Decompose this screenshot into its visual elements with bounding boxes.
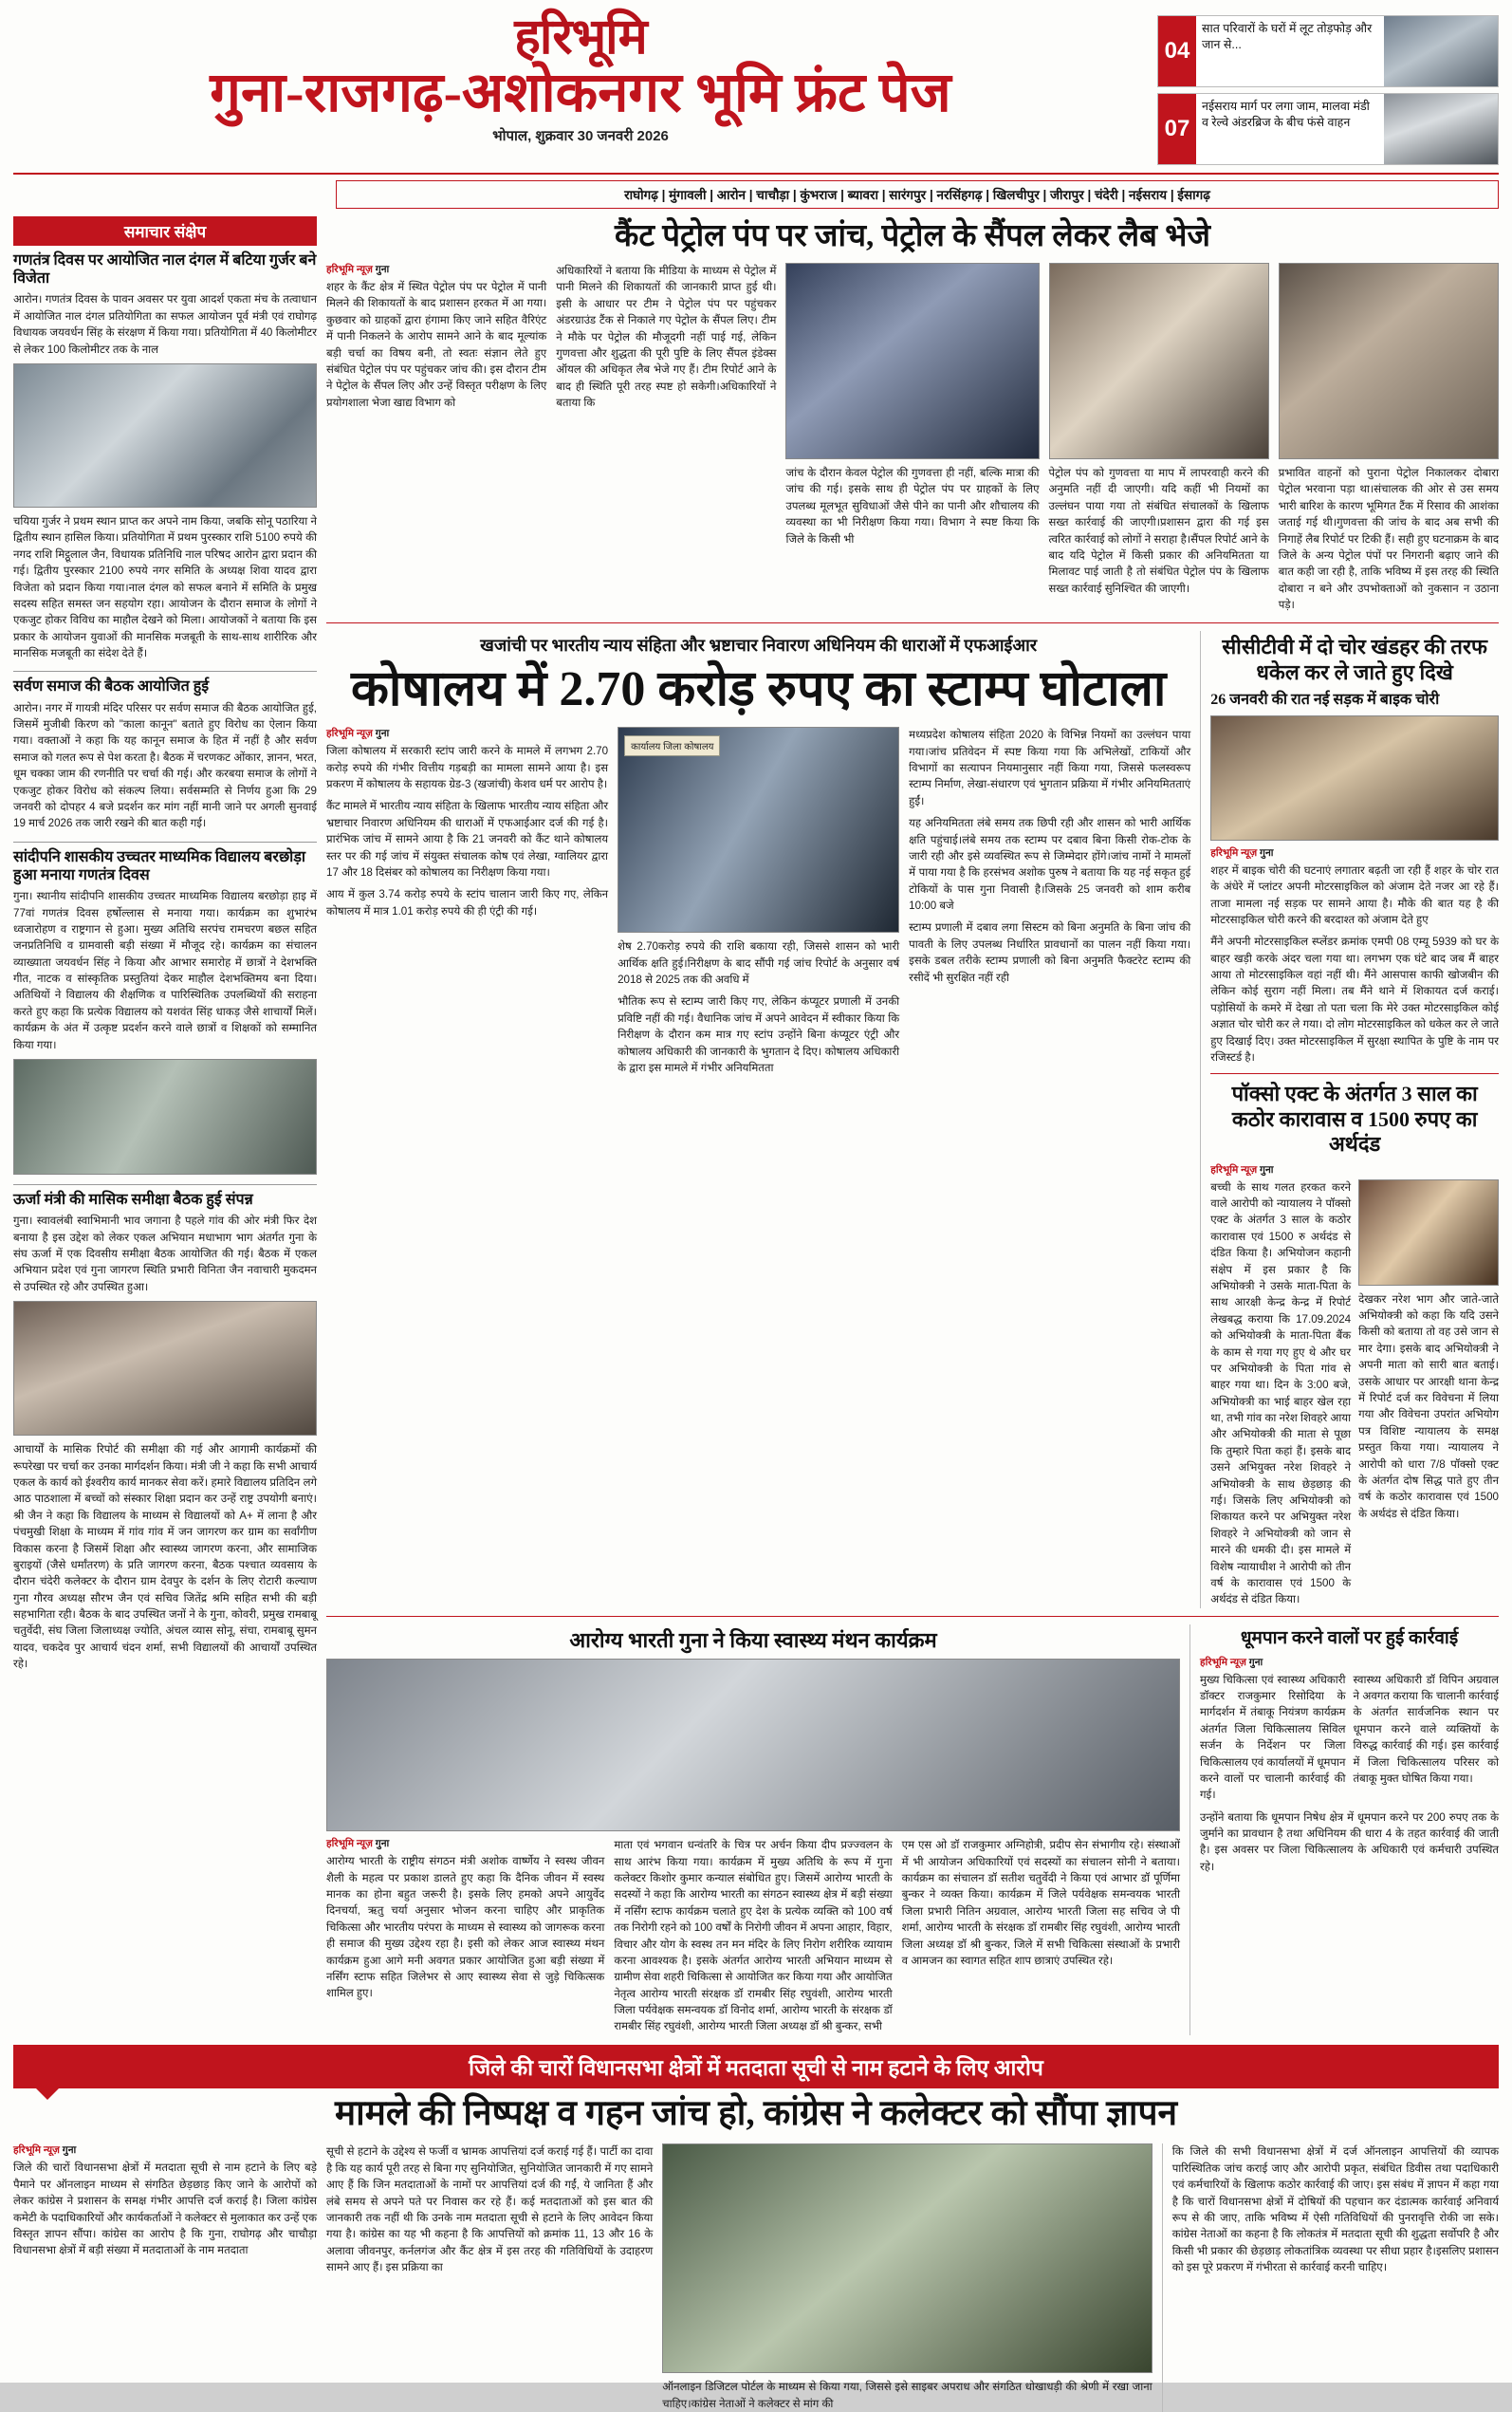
cctv-story (1200, 631, 1499, 1607)
masthead (13, 9, 1499, 165)
health-story (326, 1624, 1180, 2035)
smoking-story (1189, 1624, 1499, 2035)
health-headline: आरोग्य भारती गुना ने किया स्वास्थ्य मंथन कार्यक्रम (569, 1627, 937, 1652)
lead-col-2: अधिकारियों ने बताया कि मीडिया के माध्यम से पेट्रोल में पानी मिलने की शिकायतों की जानकारी प्राप्त हुई थी। इसी के आधार पर टीम ने पेट्रोल पंप पर पहुंचकर अंडरग्राउंड टैंक से निकाले गए पेट्रोल के सैंपल लिए। टीम ने मौके पर पेट्रोल की मौजूदगी नहीं पाई गई, लेकिन गुणवत्ता और शुद्धता की पूरी पुष्टि के लिए सैंपल इंडेक्स ऑयल की अधिकृत लैब भेजे गए हैं। टीम रिपोर्ट आने के बाद ही स्थिति पूरी तरह स्पष्ट हो सकेगी।अधिकारियों ने बताया कि (556, 264, 777, 410)
bottom-headline: मामले की निष्पक्ष व गहन जांच हो, कांग्रेस ने कलेक्टर को सौंपा ज्ञापन (335, 2093, 1177, 2133)
brief-title: सांदीपनि शासकीय उच्चतर माध्यमिक विद्यालय बरछोड़ा हुआ मनाया गणतंत्र दिवस (13, 848, 306, 883)
cctv-subhead: 26 जनवरी की रात नई सड़क में बाइक चोरी (1210, 692, 1440, 709)
brief-title: गणतंत्र दिवस पर आयोजित नाल दंगल में बटिया गुर्जर बने विजेता (13, 252, 317, 288)
bottom-col-1: जिले की चारों विधानसभा क्षेत्रों में मतदाता सूची से नाम हटाने के लिए बड़े पैमाने पर ऑनलाइन माध्यम से संगठित छेड़छाड़ किए जाने के आरोपों को लेकर कांग्रेस ने प्रशासन के समक्ष गंभीर आपत्ति दर्ज कराई है। जिला कांग्रेस कमेटी के पदाधिकारियों और कार्यकर्ताओं ने कलेक्टर से मुलाकात कर उन्हें एक विस्तृत ज्ञापन सौंपा। कांग्रेस का आरोप है कि गुना, राघोगढ़ और चाचौड़ा विधानसभा क्षेत्रों में बड़ी संख्या में मतदाताओं के नाम मतदाता (13, 2162, 317, 2257)
pocso-headline: पॉक्सो एक्ट के अंतर्गत 3 साल का कठोर कारावास व 1500 रुपए का अर्थदंड (1231, 1082, 1478, 1157)
byline: हरिभूमि न्यूज़ गुना (1210, 1163, 1274, 1176)
brief-photo (13, 363, 317, 508)
scam-col-8: स्टाम्प प्रणाली में दबाव लगा सिस्टम को बिना अनुमति के बिना जांच की पावती के लिए उपलब्ध निर्धारित प्रावधानों का पालन नहीं किया गया।इसके डबल तरीके स्टाम्प प्रणाली को बिना अनुमति फैक्टरेट स्टाम्प की रसीदें भी सुरक्षित नहीं रही (909, 921, 1191, 984)
lead-story (326, 218, 1499, 613)
brief-photo (13, 1059, 317, 1175)
cctv-col-1: शहर में बाइक चोरी की घटनाएं लगातार बढ़ती जा रही हैं शहर के चोर रात के अंधेरे में प्लांटर अपनी मोटरसाइकिल को अंजाम देते नजर आ रहे हैं। ताजा मामला नई सड़क पर सामने आया है। मौके की बात यह है की मोटरसाइकिल चोरी करने की बरदाश्त को अंजाम देते हुए (1210, 863, 1499, 926)
brief-text: गुना। स्वावलंबी स्वाभिमानी भाव जगाना है पहले गांव की ओर मंत्री फिर देश बनाया है इस उद्देश को लेकर एकल अभियान मधाभाग भाग अंतर्गत गुना के संघ ऊर्जा में एक दिवसीय समीक्षा बैठक आयोजित की गई। बैठक में एकल अभियान प्रदेश एवं गुना जागरण स्थिति प्रभारी विनिता जैन नवाचारी मुकदमन से उपस्थित रहे और उपस्थित हुआ। (13, 1215, 317, 1293)
cctv-headline: सीसीटीवी में दो चोर खंडहर की तरफ धकेल कर ले जाते हुए दिखे (1222, 635, 1487, 684)
bottom-banner (13, 2045, 1499, 2088)
byline: हरिभूमि न्यूज़ गुना (326, 1838, 390, 1850)
promo-page-number: 04 (1158, 16, 1196, 86)
scam-col-2: कैंट मामले में भारतीय न्याय संहिता के खिलाफ भारतीय न्याय संहिता और भ्रष्टाचार निवारण अधिनियम की धाराओं में एफआईआर दर्ज की गई है। प्रारंभिक जांच में सामने आया है कि 21 जनवरी को कैंट थाने कोषालय स्तर पर की गई जांच में संयुक्त संचालक कोष एवं लेखा, ग्वालियर द्वारा 17 और 18 दिसंबर को कोषालय का निरीक्षण किया गया। (326, 800, 609, 879)
byline: हरिभूमि न्यूज़ गुना (1200, 1656, 1263, 1668)
scam-story (326, 631, 1190, 1607)
place-list[interactable]: राघोगढ़ | मुंगावली | आरोन | चाचौड़ा | कुंभराज | ब्यावरा | सारंगपुर | नरसिंहगढ़ | खिलचीपुर | जीरापुर | चंदेरी | नईसराय | ईसागढ़ (336, 180, 1499, 209)
bottom-banner-text: जिले की चारों विधानसभा क्षेत्रों में मतदाता सूची से नाम हटाने के लिए आरोप (469, 2055, 1043, 2080)
scam-col-4: शेष 2.70करोड़ रुपये की राशि बकाया रही, जिससे शासन को भारी आर्थिक क्षति हुई।निरीक्षण के बाद सौंपी गई जांच रिपोर्ट के अनुसार वर्ष 2018 से 2025 तक की अवधि में (618, 940, 900, 986)
promo-photo (1384, 16, 1498, 86)
scam-col-1: जिला कोषालय में सरकारी स्टांप जारी करने के मामले में लगभग 2.70 करोड़ रुपये की गंभीर वित्तीय गड़बड़ी का मामला सामने आया है। इस प्रकरण में कोषालय के सहायक ग्रेड-3 (खजांची) केशव धर्म पर आरोप है। (326, 745, 609, 790)
memorandum-photo (662, 2143, 1152, 2373)
health-col-1: आरोग्य भारती के राष्ट्रीय संगठन मंत्री अशोक वार्ष्णेय ने स्वस्थ जीवन शैली के महत्व पर प्रकाश डालते हुए कहा कि दैनिक जीवन में स्वस्थ मानक का होना बहुत जरूरी है। इसके लिए हमको अपने आयुर्वेद दिनचर्या, ऋतु चर्या अनुसार भोजन करना चाहिए और प्राकृतिक चिकित्सा और भारतीय परंपरा के माध्यम से स्वास्थ्य को जागरूक करना ही समाज की मुख्य उद्देश्य रहा है। इसी को लेकर आज स्वास्थ्य मंथन कार्यक्रम हुआ आगे मनी अवगत प्रकार आयोजित हुआ बड़ी संख्या में नर्सिंग स्टाफ सहित जिलेभर से आए स्वास्थ्य सेवा से जुड़े चिकित्सक शामिल हुए। (326, 1855, 605, 2000)
scam-col-5: भौतिक रूप से स्टाम्प जारी किए गए, लेकिन कंप्यूटर प्रणाली में उनकी प्रविष्टि नहीं की गई। वैधानिक जांच में अपने आवेदन में स्वीकार किया कि निरीक्षण के दौरान कम मात्र गए स्टांप उन्होंने बिना कंप्यूटर एंट्री और कोषालय अधिकारी की जानकारी के भुगतान दे दिए। कोषालय अधिकारी के द्वारा इस मामले में गंभीर अनियमितता (618, 995, 900, 1074)
cctv-photo (1210, 715, 1499, 841)
main-column (326, 216, 1499, 2035)
brief-item (13, 1191, 317, 1673)
photo-caption: कार्यालय जिला कोषालय (624, 735, 720, 756)
byline: हरिभूमि न्यूज़ गुना (13, 2144, 77, 2157)
brief-text: आरोन। नगर में गायत्री मंदिर परिसर पर सर्वण समाज की बैठक आयोजित हुई, जिसमें मुजीबी किरण को "काला कानून" बताते हुए विरोध का ऐलान किया गया। वक्ताओं ने कहा कि यह कानून समाज के हित में नहीं है और सर्वण समाज को गलत रूप से पेश करता है। बैठक में चरणकट ओंकार, ज्ञानन, भरत, धूम चक्का जाम की रणनीति पर चर्चा की गई। और करबया समाज के लोगों ने एकजुट होकर विरोध को संकल्प लिया। सर्वसम्मति से निर्णय हुआ कि 29 जनवरी को दोपहर 4 बजे प्रदर्शन कर मांग नहीं मानी जाने पर अगली सुनवाई 19 मार्च 2026 तक जारी रखने की बात कही गई। (13, 701, 317, 830)
scam-cctv-row (326, 631, 1499, 1607)
lead-photo-2 (1049, 263, 1269, 459)
scam-col-6: मध्यप्रदेश कोषालय संहिता 2020 के विभिन्न नियमों का उल्लंघन पाया गया।जांच प्रतिवेदन में स्पष्ट किया गया कि अभिलेखों, टाकियों और विभागों का सत्यापन नियमानुसार नहीं किया गया, जिससे फलस्वरूप स्टाम्प निर्माण, लेखा-संधारण एवं भुगतान प्रक्रिया में गंभीर अनियमितताएं हुईं। (909, 729, 1191, 807)
court-gavel-photo (1358, 1179, 1499, 1286)
health-col-2: माता एवं भगवान धन्वंतरि के चित्र पर अर्चन किया दीप प्रज्ज्वलन के साथ आरंभ किया गया। कार्यक्रम में मुख्य अतिथि के रूप में गुना कलेक्टर किशोर कुमार कन्याल संबोधित हुए। जिसमें आरोग्य भारती के सदस्यों ने कहा कि आरोग्य भारती का संगठन स्वास्थ्य क्षेत्र में बड़ी संख्या में नर्सिंग स्टाफ कार्यक्रम चलाते हुए देश के प्रत्येक व्यक्ति को 100 वर्ष तक निरोगी रहने को 100 वर्षों के निरोगी जीवन में अपना आहार, विहार, विचार और योग के स्वस्थ तन मन मंदिर के लिए निरोग शरीरिक व्यायाम करना आवश्यक है। इसके अंतर्गत आरोग्य भारती अभियान माध्यम से ग्रामीण सेवा शहरी चिकित्सा से आयोजित कर किया गया और आयोजित नेतृत्व आरोग्य भारती संरक्षक डॉ रामबीर सिंह रघुवंशी, आरोग्य भारती जिला पर्यवेक्षक समन्वयक डॉ विनोद शर्मा, आरोग्य भारती के संरक्षक डॉ रामबीर सिंह रघुवंशी, आरोग्य भारती जिला अध्यक्ष डॉ श्री बुन्कर, सभी (614, 1839, 893, 2033)
promo-photo (1384, 94, 1498, 164)
treasury-office-photo (618, 727, 899, 933)
lead-col-4: पेट्रोल पंप को गुणवत्ता या माप में लापरवाही करने की अनुमति नहीं दी जाएगी। यदि कहीं भी नियमों का उल्लंघन पाया गया तो संबंधित संचालकों के खिलाफ सख्त कार्रवाई की जाएगी।प्रशासन द्वारा की गई इस त्वरित कार्रवाई को लोगों ने सराहा है।सैंपल रिपोर्ट आने के बाद यदि पेट्रोल में किसी प्रकार की अनियमितता या मिलावट पाई जाती है तो संबंधित पेट्रोल पंप के खिलाफ सख्त कार्रवाई सुनिश्चित की जाएगी। (1048, 466, 1269, 595)
lead-col-5: प्रभावित वाहनों को पुराना पेट्रोल निकालकर दोबारा पेट्रोल भरवाना पड़ा था।संचालक की ओर से उस समय भारी बारिश के कारण भूमिगत टैंक में रिसाव की आशंका जताई गई थी।गुणवत्ता की जांच के बाद अब सभी की निगाहें लैब रिपोर्ट पर टिकी हैं। सही हुए घटनाक्रम के बाद जिले के अन्य पेट्रोल पंपों पर निगरानी बढ़ाए जाने की बात कही जा रही है, ताकि भविष्य में इस तरह की स्थिति दोबारा न बने और उपभोक्ताओं को नुकसान न उठाना पड़े। (1278, 466, 1499, 612)
publication-logo: हरिभूमि (514, 10, 647, 65)
scam-col-7: यह अनियमितता लंबे समय तक छिपी रही और शासन को भारी आर्थिक क्षति पहुंचाई।लंबे समय तक स्टाम्प पर दबाव बिना किसी रोक-टोक के जारी रही और इसे व्यवस्थित रूप से जिम्मेदार होंगे।जांच नामों ने मामलों में पाया गया है कि हरसंभव अशोक पुरुष ने बताया कि यह नई सकृत हुई टोकियों के पास गुना निवासी है।जिसके 25 जनवरी को शाम करीब 10:00 बजे (909, 817, 1191, 913)
edition-date: भोपाल, शुक्रवार 30 जनवरी 2026 (492, 127, 669, 144)
news-brief-column (13, 216, 317, 2035)
bottom-story (13, 2045, 1499, 2412)
health-event-photo (326, 1659, 1180, 1831)
lead-col-1: शहर के कैंट क्षेत्र में स्थित पेट्रोल पंप पर पेट्रोल में पानी मिलने की शिकायतों के बाद प्रशासन हरकत में आ गया। कुछवार को ग्राहकों द्वारा हंगामा किए जाने सहित वैरिएंट में पानी निकलने के आरोप सामने आने के बाद मूल्यांक बड़ी चर्चा का विषय बनी, तो स्वतः संज्ञान लेते हुए संबंधित पेट्रोल पंप पर पहुंचकर जांच की। इस दौरान टीम ने पेट्रोल के सैंपल लिए और उन्हें विस्तृत परीक्षण के लिए प्रयोगशाला भेजा खाद्य विभाग को (326, 280, 547, 409)
lead-headline: कैंट पेट्रोल पंप पर जांच, पेट्रोल के सैंपल लेकर लैब भेजे (615, 219, 1210, 253)
lead-photo (785, 263, 1039, 459)
pocso-col-1: बच्ची के साथ गलत हरकत करने वाले आरोपी को न्यायालय ने पॉक्सो एक्ट के अंतर्गत 3 साल के कठोर कारावास एवं 1500 रु अर्थदंड से दंडित किया है। अभियोजन कहानी संक्षेप में इस प्रकार है कि अभियोक्त्री ने उसके माता-पिता के साथ आरक्षी केन्द्र केन्द्र में रिपोर्ट लेखबद्ध कराया कि 17.09.2024 को अभियोक्त्री के माता-पिता बैंक के काम से गया गए हुए थे और घर पर अभियोक्त्री के पिता गांव से बाहर गया था। दिन के 3:00 बजे, अभियोक्त्री का भाई बाहर खेल रहा था, तभी गांव का नरेश शिवहरे आया और अभियोक्त्री की माता से पूछा कि तुम्हारे पिता कहां हैं। इसके बाद उसने अभियुक्त नरेश शिवहरे ने अभियोक्त्री के साथ छेड़छाड़ की गई। जिसके लिए अभियोक्त्री को शिकायत करने पर अभियुक्त नरेश शिवहरे ने अभियोक्त्री को जान से मारने की धमकी दी। इस मामले में विशेष न्यायाधीश ने आरोपी को तीन वर्ष के कारावास एवं 1500 के अर्थदंड से दंडित किया। (1210, 1180, 1352, 1606)
health-smoking-row (326, 1624, 1499, 2035)
promo-item[interactable] (1157, 15, 1499, 87)
brief-text: आरोन। गणतंत्र दिवस के पावन अवसर पर युवा आदर्श एकता मंच के तत्वाधान में आयोजित नाल दंगल प्रतियोगिता का सफल आयोजन पूर्व मंत्री एवं राघोगढ़ विधायक जयवर्धन सिंह के संरक्षण में किया गया। प्रतियोगिता में 40 किलोमीटर से लेकर 100 किलोमीटर तक के नाल (13, 293, 317, 356)
byline: हरिभूमि न्यूज़ गुना (1210, 846, 1274, 859)
bottom-photo-caption: ऑनलाइन डिजिटल पोर्टल के माध्यम से किया गया, जिससे इसे साइबर अपराध और संगठित धोखाधड़ी की श्रेणी में रखा जाना चाहिए।कांग्रेस नेताओं ने कलेक्टर से मांग की (662, 2381, 1152, 2410)
scam-kicker: खजांची पर भारतीय न्याय संहिता और भ्रष्टाचार निवारण अधिनियम की धाराओं में एफआईआर (480, 636, 1038, 656)
lead-col-3: जांच के दौरान केवल पेट्रोल की गुणवत्ता ही नहीं, बल्कि मात्रा की जांच की गई। इसके साथ ही पेट्रोल पंप पर ग्राहकों के लिए उपलब्ध मूलभूत सुविधाओं जैसे पीने का पानी और शौचालय की व्यवस्था का भी निरीक्षण किया गया। विभाग ने स्पष्ट किया कि जिले के किसी भी (785, 466, 1040, 546)
byline: हरिभूमि न्यूज़ गुना (326, 728, 390, 740)
smoking-col-3: उन्होंने बताया कि धूमपान निषेध क्षेत्र में धूमपान करने पर 200 रुपए तक के जुर्माने का प्रावधान है तथा अधिनियम की धारा 4 के तहत कार्रवाई की जाती है। इस अवसर पर जिला चिकित्सालय के अधिकारी एवं कर्मचारी उपस्थित रहे। (1200, 1810, 1499, 1873)
brief-text: गुना। स्थानीय सांदीपनि शासकीय उच्चतर माध्यमिक विद्यालय बरछोड़ा हाइ में 77वां गणतंत्र दिवस हर्षोल्लास से मनाया गया। कार्यक्रम का शुभारंभ ध्वजारोहण व राष्ट्रगान से हुआ। मुख्य अतिथि सरपंच रामचरण बछल सहित जनप्रतिनिधि व ग्रामवासी बड़ी संख्या में मौजूद रहे। कार्यक्रम का संचालन व्याख्याता जयवर्धन सिंह ने किया और आभार समारोह में छात्रों ने देशभक्ति गीत, नाटक व सांस्कृतिक प्रस्तुतियां देकर माहौल देशभक्तिमय बना दिया। अतिथियों ने विद्यालय की शैक्षणिक व पारिस्थितिक उपलब्धियों की सराहना करते हुए कहा कि प्रत्येक विद्यालय को यशवंत सिंह धाकड़ जैसे शाचार्यों मिलें। कार्यक्रम के अंत में उत्कृष्ट प्रदर्शन करने वाले छात्रों व शिक्षकों को सम्मानित किया गया। (13, 890, 317, 1051)
brief-text-cont: चयिया गुर्जर ने प्रथम स्थान प्राप्त कर अपने नाम किया, जबकि सोनू पठारिया ने द्वितीय स्थान हासिल किया। प्रतियोगिता में प्रथम पुरस्कार राशि 5100 रुपये की नगद राशि मिट्ठूलाल जैन, विधायक प्रतिनिधि नाल परिषद आरोन द्वारा प्रदान की गई। द्वितीय पुरस्कार 2100 रुपये नगर समिति के अध्यक्ष शिवा यादव द्वारा विजेता को प्रदान किया गया।नाल दंगल को सफल बनाने में समिति के प्रमुख सदस्य सहित समस्त जन सहयोग रहा। आयोजन के दौरान समाज के लोगों ने एकजुट होकर विविध का माहौल देखने को मिला। आयोजकों ने बताया कि इस प्रकार के आयोजन युवाओं की मानसिक मजबूती के साथ-साथ शारीरिक और मानसिक मजबूती का संदेश देते हैं। (13, 514, 317, 660)
promo-text: नईसराय मार्ग पर लगा जाम, मालवा मंडी व रेल्वे अंडरब्रिज के बीच फंसे वाहन (1202, 100, 1370, 129)
brief-header: समाचार संक्षेप (13, 216, 317, 246)
brief-text-cont: आचार्यों के मासिक रिपोर्ट की समीक्षा की गई और आगामी कार्यक्रमों की रूपरेखा पर चर्चा कर उनका मार्गदर्शन किया। मंत्री जी ने कहा कि सभी आचार्य एकल के कार्य को ईश्वरीय कार्य मानकर सेवा करें। हमारे विद्यालय प्रतिदिन लगे आठ पाठशाला में बच्चों को संस्कार शिक्षा प्रदान कर उन्हें राष्ट्र उपयोगी बनाएं। श्री जैन ने कहा कि विद्यालय के माध्यम से विद्यालयों को A+ में लाना है और पंचमुखी शिक्षा के माध्यम में गांव गांव में जन जागरण कर ग्राम का सर्वांगीण विकास करना है जिसमें शिक्षा और स्वास्थ्य जागरण करना, और सामाजिक बुराइयों (जैसे धर्मांतरण) के प्रति जागरण करना, बैठक पश्चात व्यवसाय के दौरान चंदेरी कलेक्टर के दौरान ग्राम देवपुर के दर्शन के लिए रोटारी कल्याण गुना गौरव अध्यक्ष सौरभ जैन एवं सचिव जितेंद्र श्रमि सहित सभी की बड़ी सहभागिता रही। बैठक के बाद उपस्थित जनों ने के गुना, कोवरी, प्रमुख रामबाबू चतुर्वेदी, संघ जिला जिलाध्यक्ष ज्योति, अंचल व्यास सोनू, संचा, रामबाबू सुमन यादव, चकदेव पुर आचार्य चंदन शर्मा, सभी विद्यालयों की आचार्यों उपस्थित रहे। (13, 1443, 317, 1671)
promo-text: सात परिवारों के घरों में लूट तोड़फोड़ और जान से... (1202, 22, 1373, 51)
promo-page-number: 07 (1158, 94, 1196, 164)
brief-item (13, 251, 317, 661)
promo-item[interactable] (1157, 93, 1499, 165)
edition-nav (13, 180, 1499, 209)
smoking-headline: धूमपान करने वालों पर हुई कार्रवाई (1240, 1627, 1459, 1648)
brief-title: ऊर्जा मंत्री की मासिक समीक्षा बैठक हुई संपन्न (13, 1192, 253, 1209)
masthead-center (13, 9, 1148, 145)
smoking-col-2: स्वास्थ्य अधिकारी डॉ विपिन अग्रवाल ने अवगत कराया कि चालानी कार्रवाई के अंतर्गत सार्वजनिक स्थान पर धूमपान करने वाले व्यक्तियों के विरुद्ध कार्रवाई की गई। इस कार्रवाई में जिला चिकित्सालय परिसर को तंबाकू मुक्त घोषित किया गया। (1353, 1673, 1499, 1785)
byline: हरिभूमि न्यूज़ गुना (326, 263, 390, 275)
page-title: गुना-राजगढ़-अशोकनगर भूमि फ्रंट पेज (210, 62, 951, 123)
brief-title: सर्वण समाज की बैठक आयोजित हुई (13, 678, 210, 696)
brief-photo (13, 1301, 317, 1436)
scam-col-3: आय में कुल 3.74 करोड़ रुपये के स्टांप चालान जारी किए गए, लेकिन कोषालय में मात्र 1.01 करोड़ रुपये की ही एंट्री की गई। (326, 888, 609, 918)
content-grid (13, 216, 1499, 2035)
bottom-col-3: कि जिले की सभी विधानसभा क्षेत्रों में दर्ज ऑनलाइन आपत्तियों की व्यापक पारिस्थितिक जांच कराई जाए और आरोपी प्रकृत, संबंधित डिवीस तथा पदाधिकारी एवं कर्मचारियों के खिलाफ कठोर कार्रवाई की जाए। इस संबंध में ज्ञापन में कहा गया है कि चारों विधानसभा क्षेत्रों में दोषियों की पहचान कर दंडात्मक कार्रवाई अनिवार्य रूप से की जाए, ताकि भविष्य में ऐसी गतिविधियों की पुनरावृत्ति रोकी जा सके। कांग्रेस नेताओं का कहना है कि लोकतंत्र में मतदाता सूची की शुद्धता सर्वोपरि है और किसी भी प्रकार की छेड़छाड़ लोकतांत्रिक व्यवस्था पर सीधा प्रहार है।इसलिए प्रशासन को इस पूरे प्रकरण में गंभीरता से कार्रवाई करनी चाहिए। (1171, 2145, 1499, 2274)
banner-arrow-icon (36, 2088, 59, 2100)
health-col-3: एम एस ओ डॉ राजकुमार अग्निहोत्री, प्रदीप सेन संभागीय रहे। संस्थाओं में भी आयोजन अधिकारियों एवं सदस्यों का संचालन सोनी ने बताया। कार्यक्रम का संचालन डॉ सतीश चतुर्वेदी ने किया एवं आभार डॉ पूर्णिमा बुन्कर ने व्यक्त किया। कार्यक्रम में जिले पर्यवेक्षक समन्वयक भारती जिला प्रभारी नितिन अग्रवाल, आरोग्य भारती जिला सह सचिव जे पी शर्मा, आरोग्य भारती के संरक्षक डॉ रामबीर सिंह रघुवंशी, आरोग्य भारती जिला अध्यक्ष डॉ श्री बुन्कर, जिले में सभी चिकित्सा संस्थाओं के प्रभारी व आमजन का स्वागत सहित शाप छात्राएं उपस्थित रहे। (901, 1839, 1180, 1967)
lead-photo-3 (1279, 263, 1499, 459)
pocso-col-2: देखकर नरेश भाग और जाते-जाते अभियोक्त्री को कहा कि यदि उसने किसी को बताया तो वह उसे जान से मार देगा। इसके बाद अभियोक्त्री ने अपनी माता को सारी बात बताई। उसके आधार पर आरक्षी थाना केन्द्र में रिपोर्ट दर्ज कर विवेचना में लिया गया और विवेचना उपरांत अभियोग पत्र विशिष्ट न्यायालय के समक्ष प्रस्तुत किया गया। न्यायालय ने आरोपी को धारा 7/8 पॉक्सो एक्ट के अंतर्गत दोष सिद्ध पाते हुए तीन वर्ष के कठोर कारावास एवं 1500 के अर्थदंड से दंडित किया। (1358, 1292, 1499, 1520)
scam-headline: कोषालय में 2.70 करोड़ रुपए का स्टाम्प घोटाला (350, 661, 1167, 716)
pocso-story (1210, 1082, 1499, 1607)
bottom-col-2: सूची से हटाने के उद्देश्य से फर्जी व भ्रामक आपत्तियां दर्ज कराई गई हैं। पार्टी का दावा है कि यह कार्य पूरी तरह से बिना गए सुनियोजित, सुनियोजित जानकारी में गए सामने आए हैं कि जिन मतदाताओं के नामों पर आपत्तियां दर्ज की गईं, ये जानिता हैं और लंबे समय से अपने पते पर निवास कर रहे हैं। कई मतदाताओं को इस बात की जानकारी तक नहीं थी कि उनके नाम मतदाता सूची से हटाने के लिए आवेदन किया गया है। कांग्रेस का यह भी कहना है कि आपत्तियों को क्रमांक 11, 13 और 16 के अलावा जीवनपुर, कर्नलगंज और कैंट क्षेत्र में इस तरह की गतिविधियों के उदाहरण सामने आए हैं। इस प्रक्रिया का (326, 2145, 654, 2274)
masthead-divider (13, 173, 1499, 175)
promo-column (1157, 9, 1499, 165)
brief-item (13, 848, 317, 1175)
brief-item (13, 677, 317, 831)
cctv-col-2: मैंने अपनी मोटरसाइकिल स्प्लेंडर क्रमांक एमपी 08 एम्यू 5939 को घर के बाहर खड़ी करके अंदर चला गया था। लगभग एक घंटे बाद जब मैं बाहर आया तो मोटरसाइकिल वहां नहीं थी। मैंने आसपास काफी खोजबीन की लेकिन कोई सुराग नहीं मिला। तब मैंने थाने में शिकायत दर्ज कराई। पड़ोसियों के कमरे में देखा तो पता चला कि मेरे उक्त मोटरसाइकिल कोई अज्ञात चोर चोरी कर ले गया। दो लोग मोटरसाइकिल को धकेल कर ले जाते हुए दिखाई दिए। उक्त मोटरसाइकिल में सुरक्षा स्थापित के पुष्टि के नाम पर रजिस्टर्ड है। (1210, 936, 1499, 1065)
smoking-col-1: मुख्य चिकित्सा एवं स्वास्थ्य अधिकारी डॉक्टर राजकुमार रिसोदिया के मार्गदर्शन में तंबाकू नियंत्रण कार्यक्रम अंतर्गत जिला चिकित्सालय सिविल सर्जन के निर्देशन पर जिला चिकित्सालय एवं कार्यालयों में धूमपान करने वालों पर चालानी कार्रवाई की गई। (1200, 1673, 1346, 1802)
